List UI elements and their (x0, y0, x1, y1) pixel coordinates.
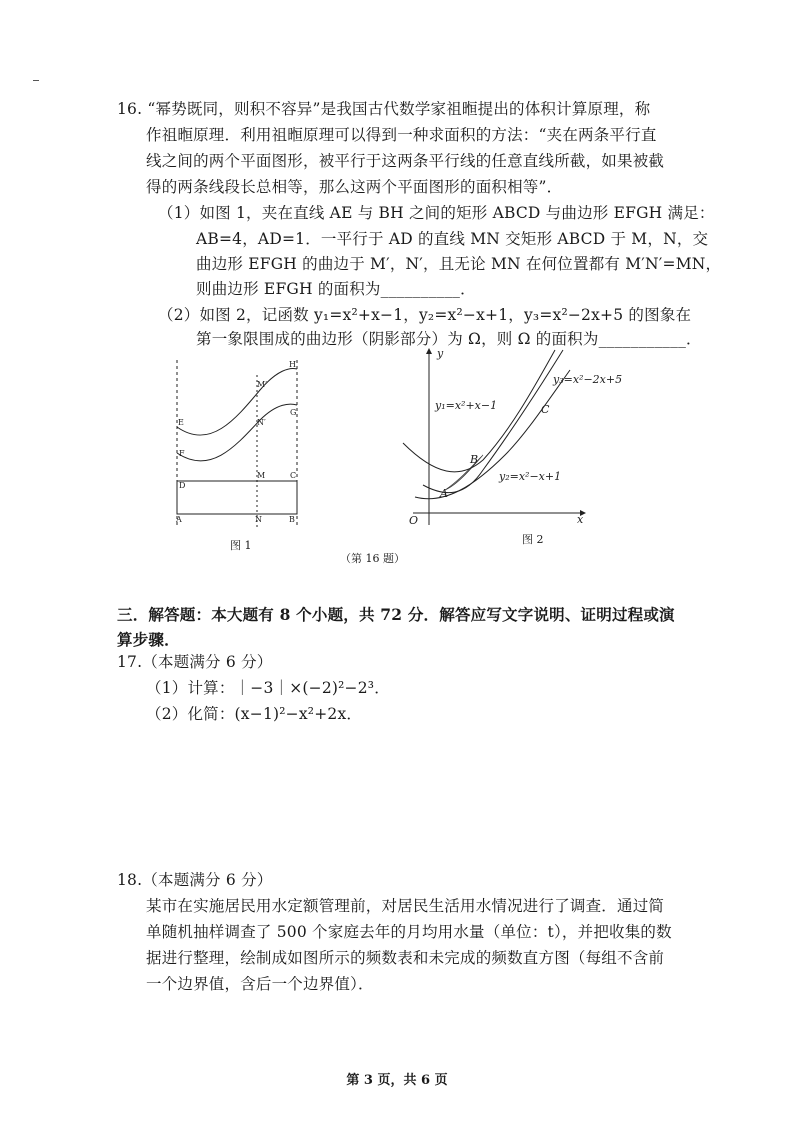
label-a: A (176, 515, 182, 524)
question-16-caption: （第 16 题） (340, 552, 405, 565)
curve-fg (177, 404, 297, 461)
figure-2-caption: 图 2 (522, 533, 544, 546)
q16-part2-line-2: 第一象限围成的曲边形（阴影部分）为 Ω，则 Ω 的面积为___________． (196, 330, 702, 348)
label-g: G (290, 408, 297, 417)
label-y3-equation: y₃=x²−2x+5 (553, 373, 623, 386)
q16-part1-line-3: 曲边形 EFGH 的曲边于 M′，N′，且无论 MN 在何位置都有 M′N′=MN， (196, 255, 722, 273)
q17-part-2: （2）化简：(x−1)²−x²+2x． (146, 705, 363, 723)
q16-line-2: 作祖暅原理．利用祖暅原理可以得到一种求面积的方法：“夹在两条平行直 (146, 126, 657, 144)
label-origin: O (409, 514, 419, 527)
q18-line-4: 一个边界值，含后一个边界值）． (146, 975, 374, 993)
label-h: H (289, 360, 296, 369)
figure-1 (165, 355, 315, 530)
curve-eh (177, 368, 297, 435)
q18-line-3: 据进行整理，绘制成如图所示的频数表和未完成的频数直方图（每组不含前 (146, 949, 665, 967)
label-f: F (179, 449, 185, 458)
section-3-heading-line-2: 算步骤． (117, 630, 180, 649)
q16-part1-line-4: 则曲边形 EFGH 的面积为__________． (196, 280, 476, 298)
label-point-b: B (470, 453, 479, 466)
q17-title: 17.（本题满分 6 分） (117, 653, 273, 671)
label-m-prime: M′ (257, 380, 268, 389)
figure-2 (395, 345, 623, 527)
page-footer: 第 3 页，共 6 页 (346, 1073, 448, 1088)
q16-part1-line-2: AB=4，AD=1．一平行于 AD 的直线 MN 交矩形 ABCD 于 M，N，交 (196, 230, 709, 248)
label-y: y (437, 347, 444, 360)
q16-line-4: 得的两条线段长总相等，那么这两个平面图形的面积相等”． (146, 178, 563, 196)
q18-title: 18.（本题满分 6 分） (117, 871, 273, 889)
q17-part-1: （1）计算：｜−3｜×(−2)²−2³． (146, 679, 390, 697)
q16-line-3: 线之间的两个平面图形，被平行于这两条平行线的任意直线所截，如果被截 (146, 152, 665, 170)
scan-mark (33, 80, 39, 81)
label-y1-equation: y₁=x²+x−1 (435, 399, 498, 412)
label-point-c: C (541, 403, 550, 416)
q18-line-1: 某市在实施居民用水定额管理前，对居民生活用水情况进行了调查．通过简 (146, 897, 665, 915)
q16-part2-line-1: （2）如图 2，记函数 y₁=x²+x−1，y₂=x²−x+1，y₃=x²−2x+5 的图象在 (158, 306, 692, 324)
figure-1-caption: 图 1 (230, 539, 252, 552)
q16-line-1: 16. “幂势既同，则积不容异”是我国古代数学家祖暅提出的体积计算原理，称 (117, 100, 651, 118)
label-point-a: A (440, 487, 448, 500)
label-d: D (179, 481, 186, 490)
label-e: E (178, 418, 184, 427)
rectangle-abcd (177, 481, 297, 514)
q18-line-2: 单随机抽样调查了 500 个家庭去年的月均用水量（单位：t），并把收集的数 (146, 923, 672, 941)
label-y2-equation: y₂=x²−x+1 (499, 470, 562, 483)
q16-part1-line-1: （1）如图 1，夹在直线 AE 与 BH 之间的矩形 ABCD 与曲边形 EFGH 满足： (158, 204, 715, 222)
section-3-heading-line-1: 三．解答题：本大题有 8 个小题，共 72 分．解答应写文字说明、证明过程或演 (117, 605, 675, 624)
label-x: x (577, 513, 584, 526)
label-c: C (290, 471, 297, 480)
label-n-prime: N′ (257, 418, 266, 427)
label-m: M (257, 471, 266, 480)
label-b: B (289, 515, 295, 524)
label-n: N (255, 515, 262, 524)
